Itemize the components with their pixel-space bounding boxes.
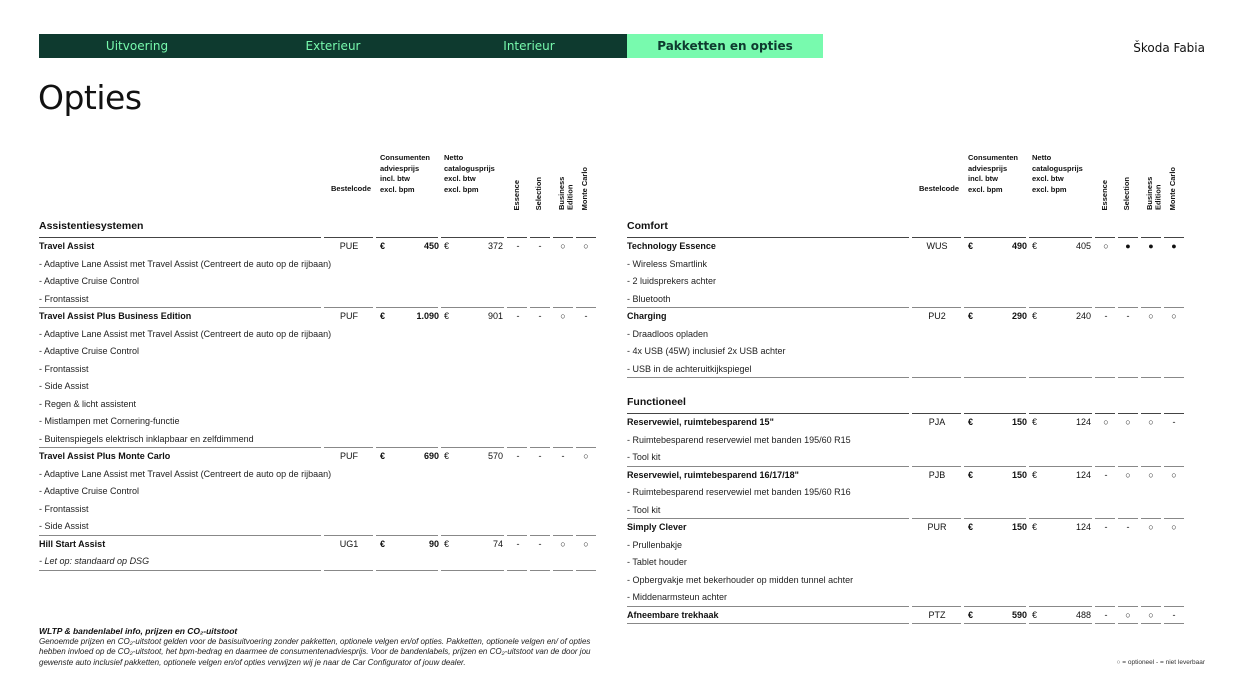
net-price: 240 <box>1075 311 1091 321</box>
consumer-price: 150 <box>1011 417 1027 427</box>
header-line: incl. btw <box>380 174 410 183</box>
option-detail-row <box>627 291 1186 309</box>
option-detail: - Frontassist <box>39 363 89 374</box>
row-divider <box>627 623 909 624</box>
row-divider <box>1029 377 1092 378</box>
brand-name: Škoda Fabia <box>1133 41 1205 55</box>
header-line: excl. bpm <box>1032 184 1067 194</box>
availability-mark: ○ <box>1125 417 1131 427</box>
row-divider <box>1095 623 1115 624</box>
option-detail: - Adaptive Lane Assist met Travel Assist (Centreert de auto op de rijbaan) <box>39 468 332 479</box>
footer-note <box>39 626 619 668</box>
availability-mark: ○ <box>1103 241 1109 251</box>
currency-symbol: € <box>968 311 974 321</box>
option-detail-row <box>39 483 598 501</box>
currency-symbol: € <box>380 538 386 549</box>
currency-symbol: € <box>380 311 386 321</box>
net-price: 124 <box>1075 522 1091 532</box>
tab-uitvoering[interactable]: Uitvoering <box>39 34 235 58</box>
option-code: WUS <box>926 241 948 251</box>
row-divider <box>912 623 961 624</box>
row-divider <box>1141 377 1161 378</box>
availability-mark: - <box>1104 311 1108 321</box>
currency-symbol: € <box>968 609 974 620</box>
net-price: 570 <box>487 451 503 461</box>
table-header <box>39 148 598 218</box>
header-bestelcode: Bestelcode <box>919 184 960 193</box>
option-detail-row <box>627 343 1186 361</box>
option-code: PUR <box>927 522 947 532</box>
consumer-price: 290 <box>1011 311 1027 321</box>
option-detail-row <box>39 518 598 536</box>
header-line: incl. btw <box>968 174 998 183</box>
option-detail: - Tablet houder <box>627 557 687 567</box>
header-model: Business Edition <box>557 176 575 210</box>
currency-symbol: € <box>1032 241 1038 251</box>
availability-mark: - <box>516 241 520 251</box>
availability-mark: - <box>538 451 542 461</box>
availability-mark: - <box>1104 469 1108 480</box>
option-detail-row <box>39 361 598 379</box>
row-divider <box>576 570 596 571</box>
header-bestelcode: Bestelcode <box>331 184 372 193</box>
option-detail: - Bluetooth <box>627 293 671 304</box>
row-divider <box>507 570 527 571</box>
option-name: Simply Clever <box>627 522 687 532</box>
option-detail-row <box>627 484 1186 502</box>
option-detail-row <box>39 273 598 291</box>
header-line: excl. bpm <box>380 184 415 194</box>
row-divider <box>324 570 373 571</box>
row-divider <box>627 377 909 378</box>
availability-mark: ● <box>1171 241 1177 251</box>
option-detail: - Buitenspiegels elektrisch inklapbaar en zelfdimmend <box>39 433 254 444</box>
option-detail: - Adaptive Lane Assist met Travel Assist (Centreert de auto op de rijbaan) <box>39 328 332 339</box>
option-row <box>627 519 1186 537</box>
option-name: Technology Essence <box>627 241 716 251</box>
row-divider <box>530 570 550 571</box>
header-model: Selection <box>1122 176 1131 210</box>
currency-symbol: € <box>1032 417 1038 427</box>
row-divider <box>964 623 1026 624</box>
row-divider <box>1029 623 1092 624</box>
option-detail: - 2 luidsprekers achter <box>627 276 717 286</box>
header-line: catalogusprijs <box>1032 163 1083 173</box>
footer-body: Genoemde prijzen en CO₂-uitstoot gelden voor de basisuitvoering zonder pakketten, optionele velgen en/of opties. Pakketten, optionele velgen en/ of opties hebben invloed op de CO₂-uitstoot, het bpm-bedrag en daarmee de consumentenadviesprijs. Voor de bandenlabels, prijzen en CO₂-uitstoot van de door jou gewenste auto inclusief pakketten, optionele velgen en/of opties verwijzen wij je naar de Car Configurator of jouw dealer. <box>39 636 591 667</box>
consumer-price: 450 <box>423 241 439 251</box>
option-name: Afneembare trekhaak <box>627 609 719 620</box>
consumer-price: 490 <box>1011 241 1027 251</box>
option-detail-row <box>627 432 1186 450</box>
availability-mark: ○ <box>1125 469 1131 480</box>
option-code: PUE <box>339 241 359 251</box>
header-consumentenprijs <box>380 153 430 195</box>
option-detail: - Mistlampen met Cornering-functie <box>39 416 180 426</box>
option-detail-row <box>39 501 598 519</box>
option-code: PUF <box>340 451 358 461</box>
section-header <box>627 218 1186 238</box>
option-detail: - Opbergvakje met bekerhouder op midden tunnel achter <box>627 574 854 585</box>
availability-mark: ○ <box>1148 522 1154 532</box>
availability-mark: ○ <box>1148 469 1154 480</box>
option-detail-row <box>39 326 598 344</box>
availability-mark: ○ <box>1171 469 1177 480</box>
option-detail-row <box>39 343 598 361</box>
option-detail: - Adaptive Cruise Control <box>39 276 140 286</box>
legend: ○ = optioneel - = niet leverbaar <box>1116 659 1205 666</box>
availability-mark: - <box>538 311 542 321</box>
option-detail: - Tool kit <box>627 452 661 462</box>
option-detail: - Ruimtebesparend reservewiel met banden 195/60 R15 <box>627 434 851 445</box>
option-name: Reservewiel, ruimtebesparend 15" <box>627 417 774 427</box>
availability-mark: ○ <box>1125 609 1131 620</box>
header-model: Essence <box>512 179 521 210</box>
consumer-price: 1.090 <box>416 311 439 321</box>
option-detail: - Adaptive Lane Assist met Travel Assist (Centreert de auto op de rijbaan) <box>39 258 332 269</box>
header-line: excl. bpm <box>444 184 479 194</box>
section-title: Assistentiesystemen <box>39 220 144 232</box>
row-divider <box>1164 623 1184 624</box>
options-table-right <box>627 148 1186 624</box>
option-row <box>39 448 598 466</box>
header-line: Consumenten <box>968 153 1019 162</box>
net-price: 124 <box>1075 469 1091 480</box>
availability-mark: ○ <box>1148 417 1154 427</box>
currency-symbol: € <box>380 451 386 461</box>
currency-symbol: € <box>1032 609 1038 620</box>
option-code: PTZ <box>928 609 946 620</box>
currency-symbol: € <box>968 241 974 251</box>
currency-symbol: € <box>1032 469 1038 480</box>
section-header <box>39 218 598 238</box>
availability-mark: - <box>1104 522 1108 532</box>
option-detail: - Draadloos opladen <box>627 328 709 339</box>
currency-symbol: € <box>380 241 386 251</box>
availability-mark: - <box>561 451 565 461</box>
option-detail: - Ruimtebesparend reservewiel met banden 195/60 R16 <box>627 487 851 497</box>
availability-mark: - <box>516 538 520 549</box>
tab-exterieur[interactable]: Exterieur <box>235 34 431 58</box>
option-row <box>627 308 1186 326</box>
availability-mark: ○ <box>560 241 566 251</box>
header-line: catalogusprijs <box>444 163 495 173</box>
header-line: excl. bpm <box>968 184 1003 194</box>
consumer-price: 150 <box>1011 469 1027 480</box>
option-name: Travel Assist Plus Business Edition <box>39 311 192 321</box>
availability-mark: - <box>516 451 520 461</box>
header-model: Business Edition <box>1145 176 1163 210</box>
option-row <box>39 536 598 554</box>
row-divider <box>1118 623 1138 624</box>
currency-symbol: € <box>444 538 450 549</box>
currency-symbol: € <box>1032 311 1038 321</box>
option-detail-row <box>39 466 598 484</box>
option-detail: - Side Assist <box>39 521 89 531</box>
option-code: PU2 <box>928 311 946 321</box>
option-detail: - Adaptive Cruise Control <box>39 346 140 356</box>
tab-pakketten-en-opties[interactable]: Pakketten en opties <box>627 34 823 58</box>
availability-mark: - <box>1172 417 1176 427</box>
footer-title: WLTP & bandenlabel info, prijzen en CO₂-uitstoot <box>39 626 238 636</box>
net-price: 124 <box>1075 417 1091 427</box>
option-detail: - Frontassist <box>39 293 89 304</box>
option-detail-row <box>39 256 598 274</box>
option-detail-row <box>627 256 1186 274</box>
tab-bar <box>39 34 823 58</box>
header-catalogusprijs <box>444 153 495 195</box>
availability-mark: ● <box>1148 241 1154 251</box>
option-detail: - Regen & licht assistent <box>39 398 137 409</box>
option-detail: - 4x USB (45W) inclusief 2x USB achter <box>627 346 786 356</box>
option-name: Charging <box>627 311 667 321</box>
option-row <box>627 467 1186 485</box>
option-detail-row <box>627 273 1186 291</box>
page-title: Opties <box>38 78 142 117</box>
availability-mark: ○ <box>583 538 589 549</box>
row-divider <box>964 377 1026 378</box>
option-detail: - Middenarmsteun achter <box>627 592 728 602</box>
option-row <box>39 238 598 256</box>
option-detail-row <box>39 291 598 309</box>
header-model: Essence <box>1100 179 1109 210</box>
availability-mark: ○ <box>1148 311 1154 321</box>
row-divider <box>1095 377 1115 378</box>
option-name: Travel Assist <box>39 241 95 251</box>
consumer-price: 150 <box>1011 522 1027 532</box>
availability-mark: - <box>516 311 520 321</box>
header-line: adviesprijs <box>968 163 1008 173</box>
option-detail-row <box>39 431 598 449</box>
availability-mark: - <box>538 241 542 251</box>
header-line: excl. btw <box>1032 174 1064 183</box>
option-detail: - Wireless Smartlink <box>627 258 708 269</box>
option-note: - Let op: standaard op DSG <box>39 556 150 566</box>
row-divider <box>376 570 438 571</box>
row-divider <box>1141 623 1161 624</box>
header-line: excl. btw <box>444 174 476 183</box>
header-consumentenprijs <box>968 153 1018 195</box>
option-detail: - USB in de achteruitkijkspiegel <box>627 363 752 374</box>
section-title: Functioneel <box>627 396 686 408</box>
currency-symbol: € <box>1032 522 1038 532</box>
option-detail-row <box>39 413 598 431</box>
option-detail-row <box>627 589 1186 607</box>
availability-mark: ○ <box>560 311 566 321</box>
option-row <box>627 238 1186 256</box>
row-divider <box>39 570 321 571</box>
option-code: PJA <box>928 417 946 427</box>
availability-mark: ○ <box>1148 609 1154 620</box>
availability-mark: - <box>1126 522 1130 532</box>
currency-symbol: € <box>968 417 974 427</box>
header-line: Netto <box>1032 153 1052 162</box>
currency-symbol: € <box>444 451 450 461</box>
header-model: Selection <box>534 176 543 210</box>
section-title: Comfort <box>627 220 668 232</box>
option-name: Hill Start Assist <box>39 538 106 549</box>
availability-mark: ○ <box>583 451 589 461</box>
option-name: Reservewiel, ruimtebesparend 16/17/18" <box>627 469 799 480</box>
net-price: 901 <box>487 311 503 321</box>
option-detail-row <box>627 502 1186 520</box>
option-detail: - Frontassist <box>39 503 89 514</box>
header-model: Monte Carlo <box>1168 166 1177 210</box>
availability-mark: ○ <box>1171 311 1177 321</box>
option-note-row <box>39 553 598 571</box>
option-detail: - Adaptive Cruise Control <box>39 486 140 496</box>
availability-mark: - <box>1126 311 1130 321</box>
option-row <box>627 607 1186 625</box>
row-divider <box>553 570 573 571</box>
net-price: 488 <box>1075 609 1091 620</box>
availability-mark: ○ <box>560 538 566 549</box>
option-detail-row <box>627 326 1186 344</box>
currency-symbol: € <box>444 311 450 321</box>
option-detail-row <box>627 537 1186 555</box>
availability-mark: - <box>1172 609 1176 620</box>
option-detail-row <box>627 572 1186 590</box>
availability-mark: - <box>538 538 542 549</box>
availability-mark: - <box>1104 609 1108 620</box>
header-line: adviesprijs <box>380 163 420 173</box>
option-detail: - Prullenbakje <box>627 539 683 550</box>
currency-symbol: € <box>444 241 450 251</box>
header-line: Consumenten <box>380 153 431 162</box>
net-price: 372 <box>487 241 503 251</box>
currency-symbol: € <box>968 522 974 532</box>
availability-mark: - <box>584 311 588 321</box>
option-code: UG1 <box>339 538 359 549</box>
availability-mark: ○ <box>1171 522 1177 532</box>
option-name: Travel Assist Plus Monte Carlo <box>39 451 171 461</box>
consumer-price: 90 <box>428 538 439 549</box>
net-price: 405 <box>1075 241 1091 251</box>
option-detail: - Tool kit <box>627 504 661 515</box>
header-catalogusprijs <box>1032 153 1083 195</box>
options-table-left <box>39 148 598 571</box>
option-detail: - Side Assist <box>39 381 89 391</box>
consumer-price: 690 <box>423 451 439 461</box>
availability-mark: ○ <box>583 241 589 251</box>
option-detail-row <box>39 378 598 396</box>
option-code: PJB <box>928 469 946 480</box>
option-detail-row <box>627 554 1186 572</box>
tab-interieur[interactable]: Interieur <box>431 34 627 58</box>
option-detail-row <box>627 361 1186 379</box>
row-divider <box>441 570 504 571</box>
availability-mark: ○ <box>1103 417 1109 427</box>
option-code: PUF <box>340 311 358 321</box>
row-divider <box>1118 377 1138 378</box>
header-line: Netto <box>444 153 464 162</box>
header-model: Monte Carlo <box>580 166 589 210</box>
row-divider <box>912 377 961 378</box>
section-header <box>627 394 1186 414</box>
row-divider <box>1164 377 1184 378</box>
consumer-price: 590 <box>1011 609 1027 620</box>
option-row <box>627 414 1186 432</box>
availability-mark: ● <box>1125 241 1131 251</box>
option-detail-row <box>627 449 1186 467</box>
table-header <box>627 148 1186 218</box>
section-gap <box>627 378 1186 394</box>
currency-symbol: € <box>968 469 974 480</box>
option-detail-row <box>39 396 598 414</box>
option-row <box>39 308 598 326</box>
net-price: 74 <box>492 538 503 549</box>
